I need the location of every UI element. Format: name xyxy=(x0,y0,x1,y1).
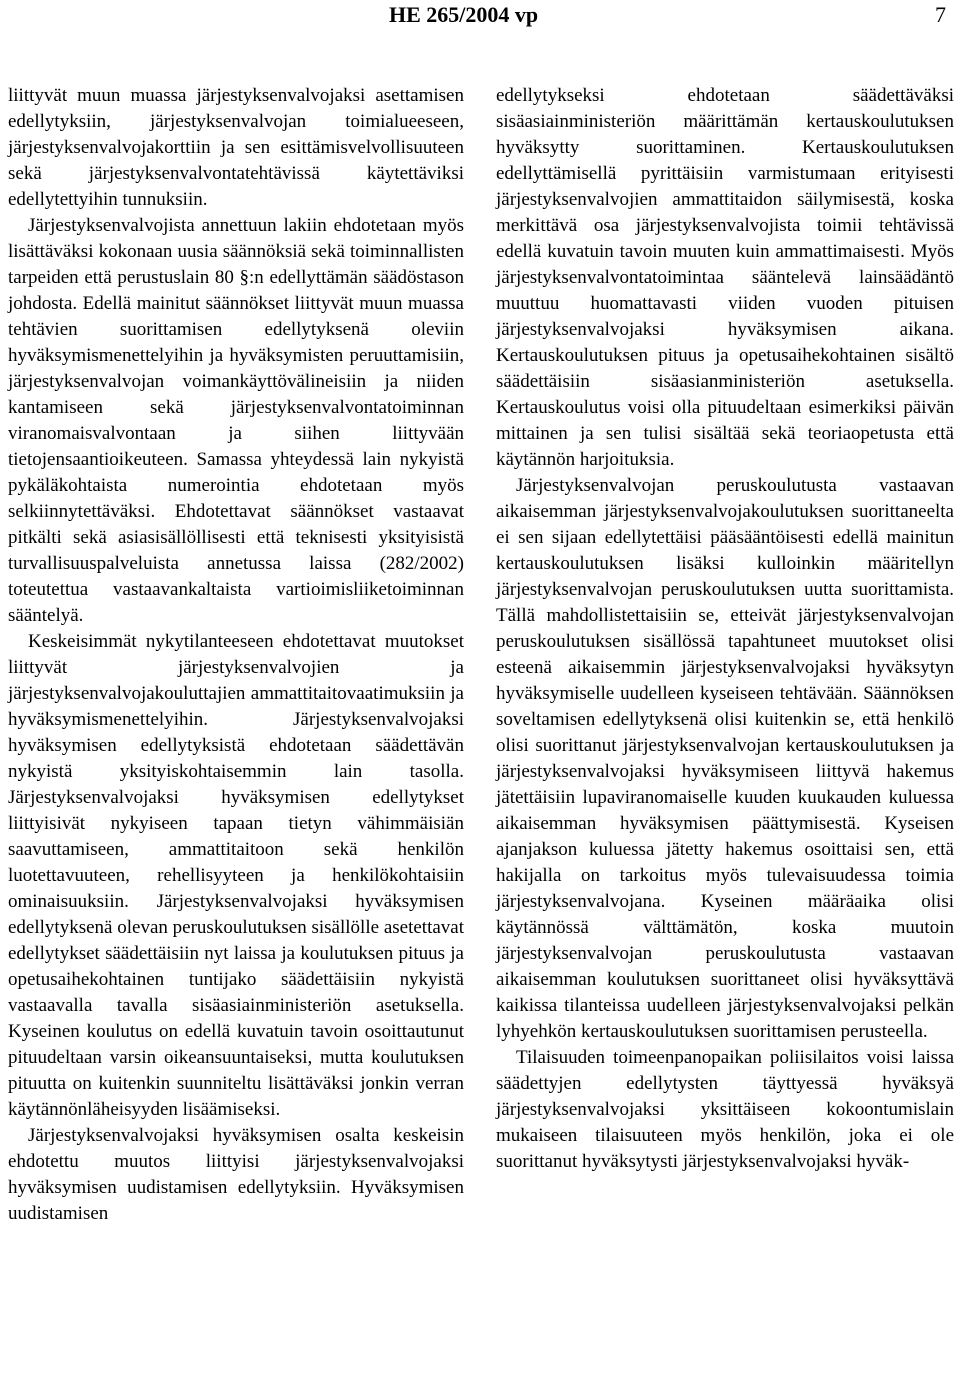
paragraph: Järjestyksenvalvojan peruskoulutusta vastaavan aikaisemman järjestyksenvalvojakoulutuksen suorittaneelta ei sen sijaan edellytettäisi pääsääntöisesti edellä mainitun kertauskoulutuksen lisäksi kulloinkin määritellyn järjestyksenvalvojan peruskoulutuksen uutta suorittamista. Tällä mahdollistettaisiin se, etteivät järjestyksenvalvojan peruskoulutuksen sisällössä tapahtuneet muutokset olisi esteenä aikaisemmin järjestyksenvalvojaksi hyväksytyn hyväksymiselle uudelleen kyseiseen tehtävään. Säännöksen soveltamisen edellytyksenä olisi kuitenkin se, että henkilö olisi suorittanut järjestyksenvalvojan kertauskoulutuksen ja järjestyksenvalvojaksi hyväksymiseen liittyvä hakemus jätettäisiin lupaviranomaiselle kuuden kuukauden kuluessa aikaisemman hyväksymisen päättymisestä. Kyseisen ajanjakson kuluessa jätetty hakemus osoittaisi sen, että hakijalla on tarkoitus myös tulevaisuudessa toimia järjestyksenvalvojana. Kyseinen määräaika olisi käytännössä välttämätön, koska muutoin järjestyksenvalvojan peruskoulutusta vastaavan aikaisemman koulutuksen suorittaneet olisi hyväksyttävä kaikissa tilanteissa uudelleen järjestyksenvalvojaksi pelkän lyhyehkön kertauskoulutuksen suorittamisen perusteella. xyxy=(496,475,954,1042)
paragraph: edellytykseksi ehdotetaan säädettäväksi sisäasiainministeriön määrittämän kertauskoulutuksen hyväksytty suorittaminen. Kertauskoulutuksen edellyttämisellä pyrittäisiin varmistumaan erityisesti järjestyksenvalvojien ammattitaidon säilymisestä, koska merkittävä osa järjestyksenvalvojista toimii tehtävissä edellä kuvatuin tavoin muuten kuin ammattimaisesti. Myös järjestyksenvalvontatoimintaa sääntelevä lainsäädäntö muuttuu huomattavasti viiden vuoden pituisen järjestyksenvalvojaksi hyväksymisen aikana. Kertauskoulutuksen pituus ja opetusaihekohtainen sisältö säädettäisiin sisäasianministeriön asetuksella. Kertauskoulutus voisi olla pituudeltaan esimerkiksi päivän mittainen ja sen tulisi sisältää sekä teoriaopetusta että käytännön harjoituksia. xyxy=(496,85,954,470)
paragraph: Järjestyksenvalvojista annettuun lakiin ehdotetaan myös lisättäväksi kokonaan uusia säännöksiä sekä toiminnallisten tarpeiden että perustuslain 80 §:n edellyttämän säädöstason johdosta. Edellä mainitut säännökset liittyvät muun muassa tehtävien suorittamisen edellytyksenä oleviin hyväksymismenettelyihin ja hyväksymisten peruuttamisiin, järjestyksenvalvojan voimankäyttövälineisiin ja niiden kantamiseen sekä järjestyksenvalvontatoiminnan viranomaisvalvontaan ja siihen liittyvään tietojensaantioikeuteen. Samassa yhteydessä lain nykyistä pykäläkohtaista numerointia ehdotetaan myös selkiinnytettäväksi. Ehdotettavat säännökset vastaavat pitkälti sekä asiasisällöllisesti että teknisesti yksityisistä turvallisuuspalveluista annetussa laissa (282/2002) toteutettua vastaavankaltaista vartioimisliiketoiminnan sääntelyä. xyxy=(8,215,464,626)
paragraph: Järjestyksenvalvojaksi hyväksymisen osalta keskeisin ehdotettu muutos liittyisi järjestyksenvalvojaksi hyväksymisen uudistamisen edellytyksiin. Hyväksymisen uudistamisen xyxy=(8,1125,464,1224)
paragraph: Tilaisuuden toimeenpanopaikan poliisilaitos voisi laissa säädettyjen edellytysten täyttyessä hyväksyä järjestyksenvalvojaksi yksittäiseen kokoontumislain mukaiseen tilaisuuteen myös henkilön, joka ei ole suorittanut hyväksytysti järjestyksenvalvojaksi hyväk- xyxy=(496,1047,954,1172)
right-text-column xyxy=(496,83,954,1175)
document-identifier: HE 265/2004 vp xyxy=(389,2,539,27)
page-header xyxy=(0,0,960,40)
paragraph: Keskeisimmät nykytilanteeseen ehdotettavat muutokset liittyvät järjestyksenvalvojien ja järjestyksenvalvojakouluttajien ammattitaitovaatimuksiin ja hyväksymismenettelyihin. Järjestyksenvalvojaksi hyväksymisen edellytyksistä ehdotetaan säädettävän nykyistä yksityiskohtaisemmin lain tasolla. Järjestyksenvalvojaksi hyväksymisen edellytykset liittyisivät nykyiseen tapaan tietyn vähimmäisiän saavuttamiseen, ammattitaitoon sekä henkilön luotettavuuteen, rehellisyyteen ja henkilökohtaisiin ominaisuuksiin. Järjestyksenvalvojaksi hyväksymisen edellytyksenä olevan peruskoulutuksen sisällölle asetettavat edellytykset säädettäisiin nyt laissa ja koulutuksen pituus ja opetusaihekohtainen tuntijako säädettäisiin nykyistä vastaavalla tavalla sisäasiainministeriön asetuksella. Kyseinen koulutus on edellä kuvatuin tavoin osoittautunut pituudeltaan varsin oikeansuuntaiseksi, mutta koulutuksen pituutta on kuitenkin suunniteltu lisättäväksi jonkin verran käytännönläheisyyden lisäämiseksi. xyxy=(8,631,464,1120)
paragraph: liittyvät muun muassa järjestyksenvalvojaksi asettamisen edellytyksiin, järjestyksenvalvojan toimialueeseen, järjestyksenvalvojakorttiin ja sen esittämisvelvollisuuteen sekä järjestyksenvalvontatehtävissä käytettäviksi edellytettyihin tunnuksiin. xyxy=(8,85,464,210)
left-text-column xyxy=(8,83,464,1227)
page-number: 7 xyxy=(935,2,946,27)
